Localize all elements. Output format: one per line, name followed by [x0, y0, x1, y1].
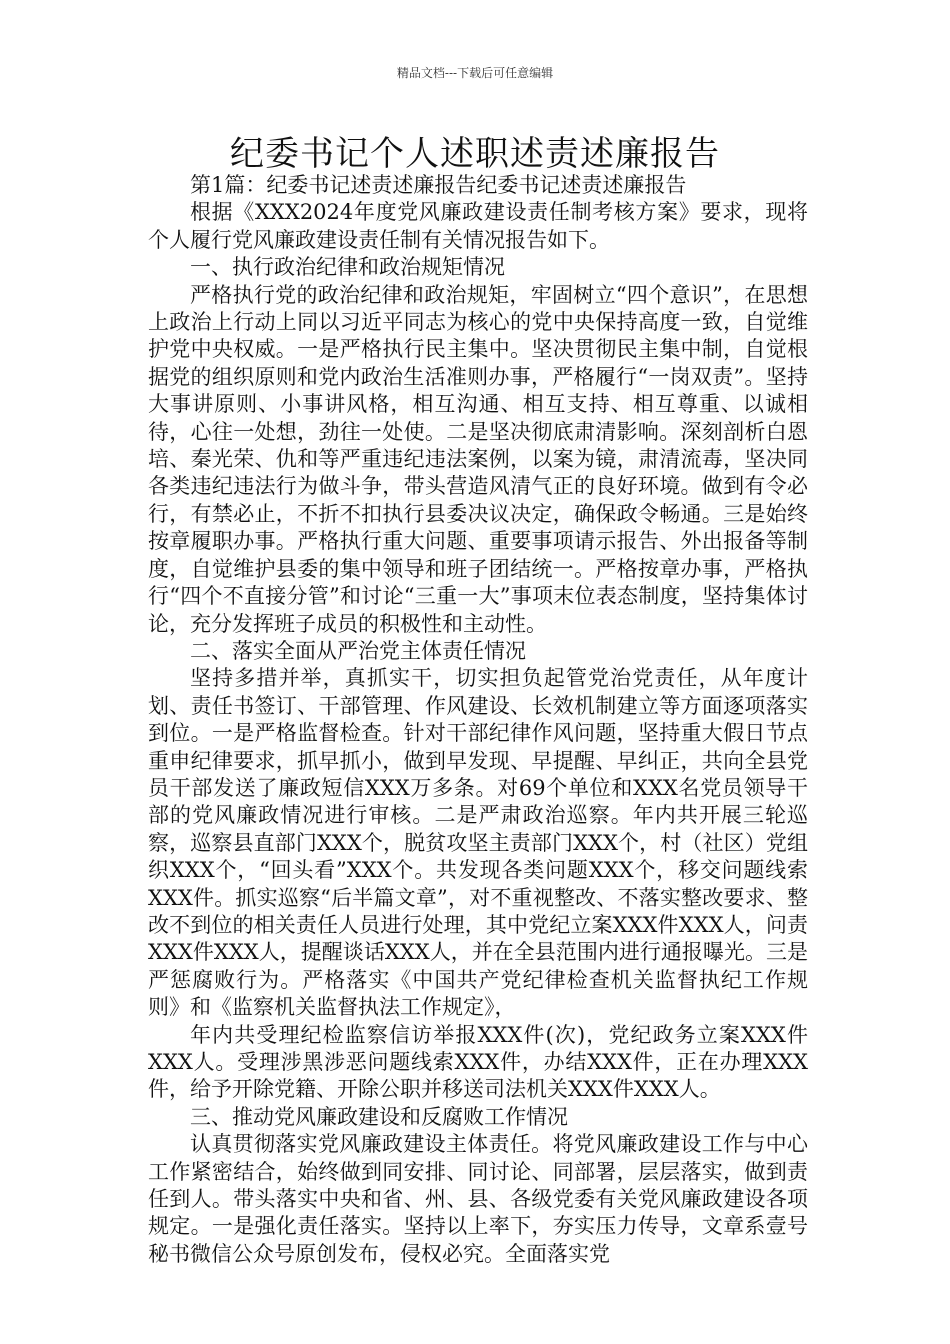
section-heading-2: 二、落实全面从严治党主体责任情况: [190, 638, 526, 663]
intro-paragraph: 根据《XXX2024年度党风廉政建设责任制考核方案》要求，现将个人履行党风廉政建设责任制有关情况报告如下。: [148, 200, 808, 252]
document-title: 纪委书记个人述职述责述廉报告: [230, 134, 720, 174]
section-heading-3: 三、推动党风廉政建设和反腐败工作情况: [190, 1104, 568, 1129]
section-2-paragraph-2: 年内共受理纪检监察信访举报XXX件(次)，党纪政务立案XXX件XXX人。受理涉黑涉恶问题线索XXX件，办结XXX件，正在办理XXX件，给予开除党籍、开除公职并移送司法机关XXX件XXX人。: [148, 1022, 808, 1102]
document-subtitle: 第1篇：纪委书记述责述廉报告纪委书记述责述廉报告: [190, 173, 687, 197]
header-note: 精品文档---下载后可任意编辑: [396, 66, 554, 80]
section-2-paragraph-1: 坚持多措并举，真抓实干，切实担负起管党治党责任，从年度计划、责任书签订、干部管理、作风建设、长效机制建立等方面逐项落实到位。一是严格监督检查。针对干部纪律作风问题，坚持重大假日节点重申纪律要求，抓早抓小，做到早发现、早提醒、早纠正，共向全县党员干部发送了廉政短信XXX万多条。对69个单位和XXX名党员领导干部的党风廉政情况进行审核。二是严肃政治巡察。年内共开展三轮巡察，巡察县直部门XXX个，脱贫攻坚主责部门XXX个，村（社区）党组织XXX个，“回头看”XXX个。共发现各类问题XXX个，移交问题线索XXX件。抓实巡察“后半篇文章”，对不重视整改、不落实整改要求、整改不到位的相关责任人员进行处理，其中党纪立案XXX件XXX人，问责XXX件XXX人，提醒谈话XXX人，并在全县范围内进行通报曝光。三是严惩腐败行为。严格落实《中国共产党纪律检查机关监督执纪工作规则》和《监察机关监督执法工作规定》，: [148, 666, 808, 1020]
section-3-paragraph-1: 认真贯彻落实党风廉政建设主体责任。将党风廉政建设工作与中心工作紧密结合，始终做到同安排、同讨论、同部署，层层落实，做到责任到人。带头落实中央和省、州、县、各级党委有关党风廉政建设各项规定。一是强化责任落实。坚持以上率下，夯实压力传导，文章系壹号秘书微信公众号原创发布，侵权必究。全面落实党: [148, 1132, 808, 1266]
section-1-paragraph-1: 严格执行党的政治纪律和政治规矩，牢固树立“四个意识”，在思想上政治上行动上同以习近平同志为核心的党中央保持高度一致，自觉维护党中央权威。一是严格执行民主集中。坚决贯彻民主集中制，自觉根据党的组织原则和党内政治生活准则办事，严格履行“一岗双责”。坚持大事讲原则、小事讲风格，相互沟通、相互支持、相互尊重、以诚相待，心往一处想，劲往一处使。二是坚决彻底肃清影响。深刻剖析白恩培、秦光荣、仇和等严重违纪违法案例，以案为镜，肃清流毒，坚决同各类违纪违法行为做斗争，带头营造风清气正的良好环境。做到有令必行，有禁必止，不折不扣执行县委决议决定，确保政令畅通。三是始终按章履职办事。严格执行重大问题、重要事项请示报告、外出报备等制度，自觉维护县委的集中领导和班子团结统一。严格按章办事，严格执行“四个不直接分管”和讨论“三重一大”事项末位表态制度，坚持集体讨论，充分发挥班子成员的积极性和主动性。: [148, 282, 808, 636]
document-body: [148, 172, 808, 1268]
section-heading-1: 一、执行政治纪律和政治规矩情况: [190, 255, 505, 280]
